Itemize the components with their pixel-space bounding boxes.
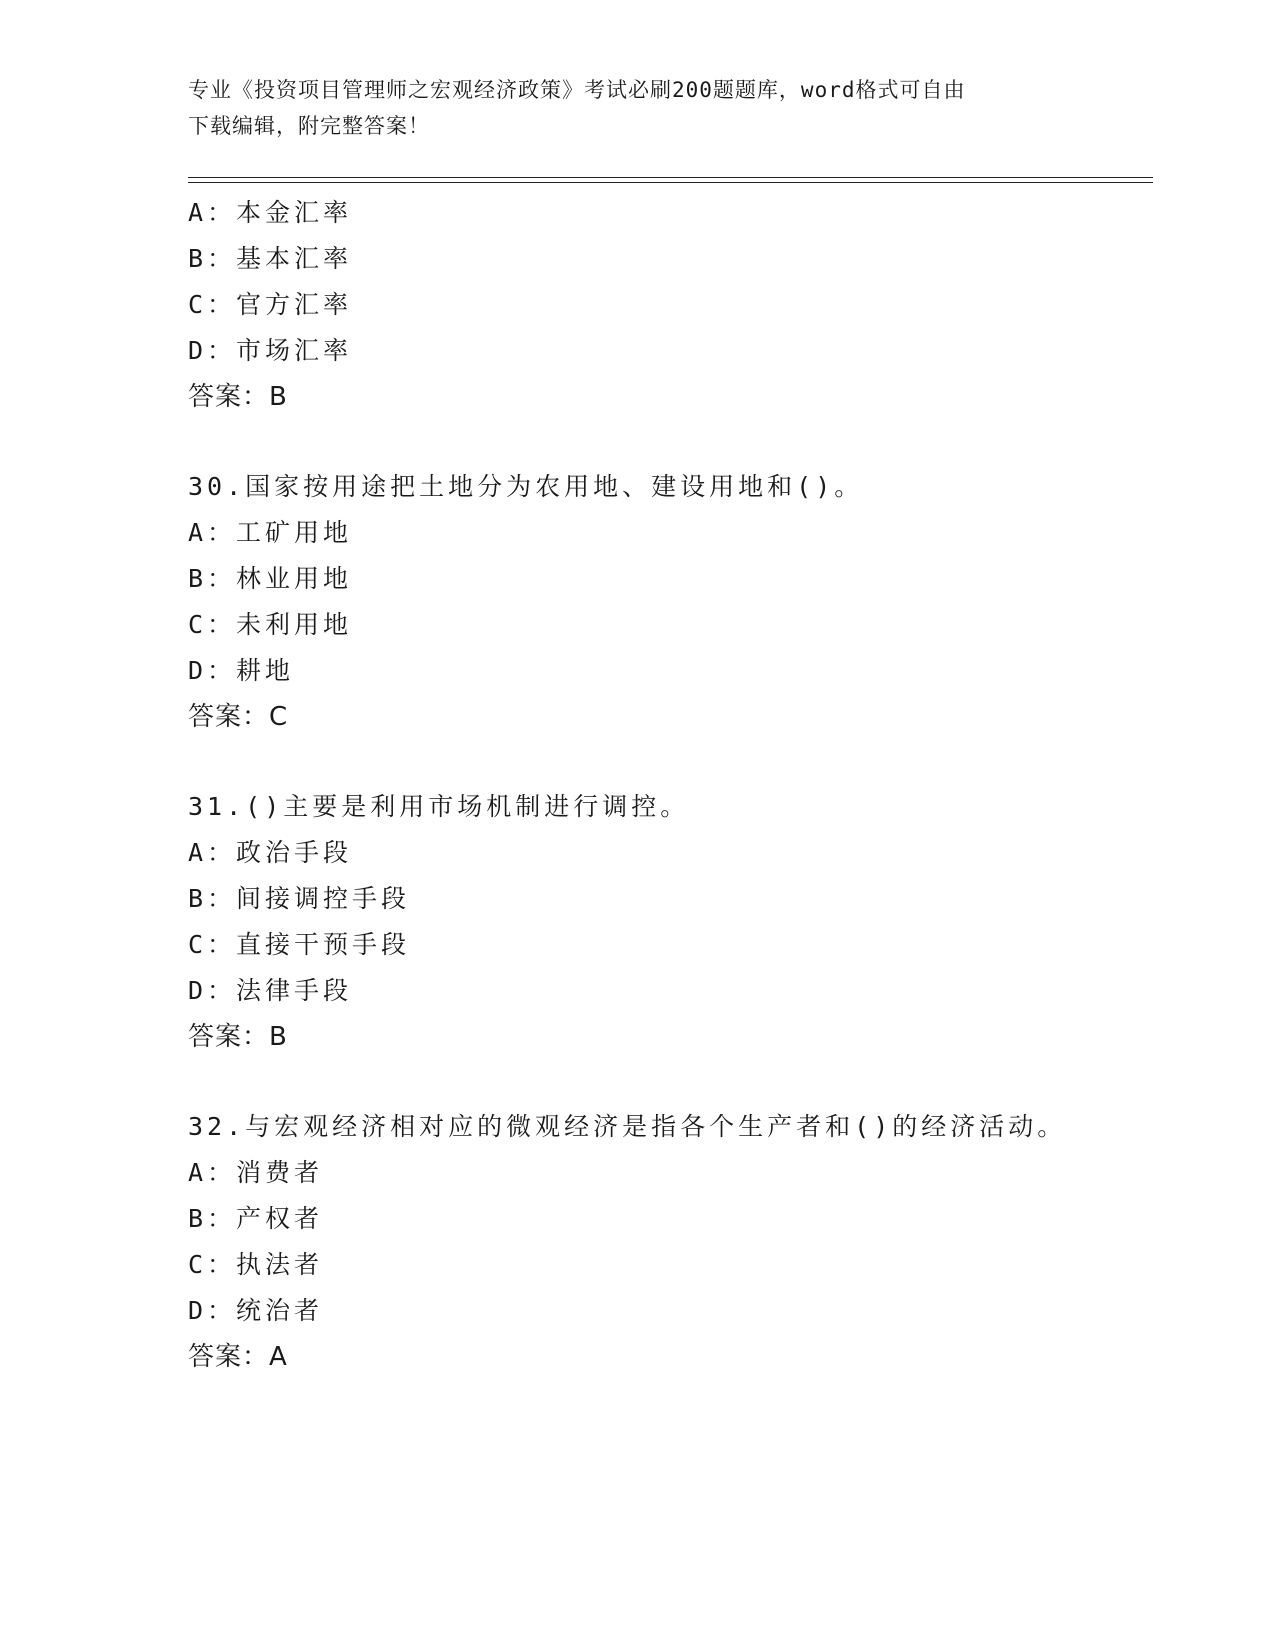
header-line-2: 下载编辑，附完整答案！ <box>188 114 430 138</box>
header-line-1: 专业《投资项目管理师之宏观经济政策》考试必刷200题题库，word格式可自由 <box>188 78 966 102</box>
option-c: C：未利用地 <box>188 610 353 639</box>
question-block <box>188 1104 1153 1380</box>
option-b: B：产权者 <box>188 1204 324 1233</box>
option-d: D：法律手段 <box>188 976 353 1005</box>
option-d: D：耕地 <box>188 656 295 685</box>
question-block <box>188 190 1153 420</box>
option-b: B：基本汇率 <box>188 244 353 273</box>
question-text: 32.与宏观经济相对应的微观经济是指各个生产者和()的经济活动。 <box>188 1112 1067 1141</box>
option-c: C：直接干预手段 <box>188 930 411 959</box>
option-d: D：统治者 <box>188 1296 324 1325</box>
option-d: D：市场汇率 <box>188 336 353 365</box>
option-b: B：林业用地 <box>188 564 353 593</box>
question-block <box>188 464 1153 740</box>
option-a: A：政治手段 <box>188 838 353 867</box>
option-a: A：工矿用地 <box>188 518 353 547</box>
option-b: B：间接调控手段 <box>188 884 411 913</box>
document-header <box>188 72 1088 144</box>
answer: 答案：B <box>188 382 288 412</box>
question-text: 31.()主要是利用市场机制进行调控。 <box>188 792 690 821</box>
question-text: 30.国家按用途把土地分为农用地、建设用地和()。 <box>188 472 864 501</box>
answer: 答案：C <box>188 702 289 732</box>
header-divider-bottom <box>188 182 1153 183</box>
option-c: C：官方汇率 <box>188 290 353 319</box>
header-divider-top <box>188 177 1153 178</box>
option-a: A：本金汇率 <box>188 198 353 227</box>
question-list <box>188 190 1153 1380</box>
option-c: C：执法者 <box>188 1250 324 1279</box>
question-block <box>188 784 1153 1060</box>
answer: 答案：A <box>188 1342 288 1372</box>
answer: 答案：B <box>188 1022 288 1052</box>
option-a: A：消费者 <box>188 1158 324 1187</box>
